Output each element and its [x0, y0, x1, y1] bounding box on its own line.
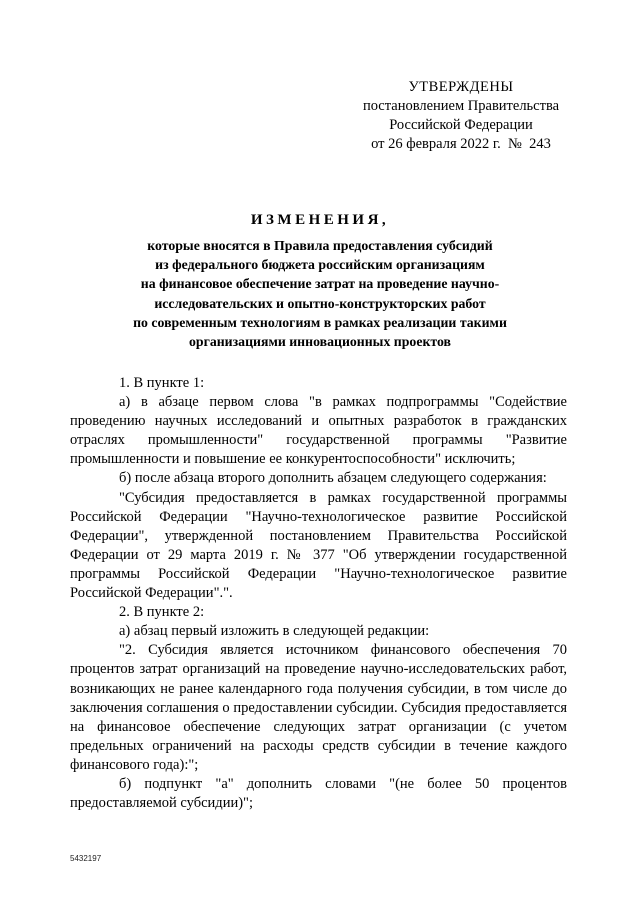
paragraph: 1. В пункте 1: — [119, 375, 205, 391]
subtitle-line: которые вносятся в Правила предоставления субсидий — [147, 238, 493, 253]
paragraph: б) подпункт "а" дополнить словами "(не более 50 процентов предоставляемой субсидии)"; — [70, 775, 567, 812]
paragraph: "2. Субсидия является источником финансового обеспечения 70 процентов затрат организаций на проведение научно-исследовательских работ, возникающих не ранее календарного года получения субсидии, в том числе до заключения соглашения о предоставлении субсидии. Субсидия предоставляется на финансовое обеспечение следующих затрат организации (с учетом предельных ограничений на расходы средств субсидии в течение каждого финансового года):"; — [70, 642, 567, 773]
approval-date-number: от 26 февраля 2022 г. № 243 — [371, 136, 551, 152]
footer-code: 5432197 — [70, 854, 102, 863]
document-body — [70, 374, 567, 813]
approval-line: постановлением Правительства — [362, 98, 560, 114]
paragraph: а) в абзаце первом слова "в рамках подпрограммы "Содействие проведению научных исследований и опытных разработок в гражданских отраслях промышленности" государственной программы "Развитие промышленности и повышение ее конкурентоспособности" исключить; — [70, 394, 567, 468]
approval-line: Российской Федерации — [389, 117, 533, 133]
subtitle-line: по современным технологиям в рамках реализации такими — [133, 314, 507, 330]
subtitle-line: из федерального бюджета российским организациям — [155, 257, 485, 273]
paragraph: б) после абзаца второго дополнить абзацем следующего содержания: — [119, 470, 547, 487]
paragraph: а) абзац первый изложить в следующей редакции: — [119, 623, 430, 640]
approval-heading: УТВЕРЖДЕНЫ — [408, 79, 514, 95]
document-title: ИЗМЕНЕНИЯ, — [250, 212, 390, 228]
paragraph: "Субсидия предоставляется в рамках государственной программы Российской Федерации "Научно-технологическое развитие Российской Федерации", утвержденной постановлением Правительства Российской Федерации от 29 марта 2019 г. № 377 "Об утверждении государственной программы Российской Федерации "Научно-технологическое развитие Российской Федерации".". — [70, 489, 567, 602]
subtitle-line: на финансовое обеспечение затрат на проведение научно- — [140, 276, 500, 292]
subtitle-line: исследовательских и опытно-конструкторских работ — [154, 295, 486, 311]
document-subtitle — [100, 236, 540, 351]
paragraph: 2. В пункте 2: — [119, 604, 205, 621]
subtitle-line: организациями инновационных проектов — [189, 334, 451, 350]
approval-block — [351, 78, 571, 154]
